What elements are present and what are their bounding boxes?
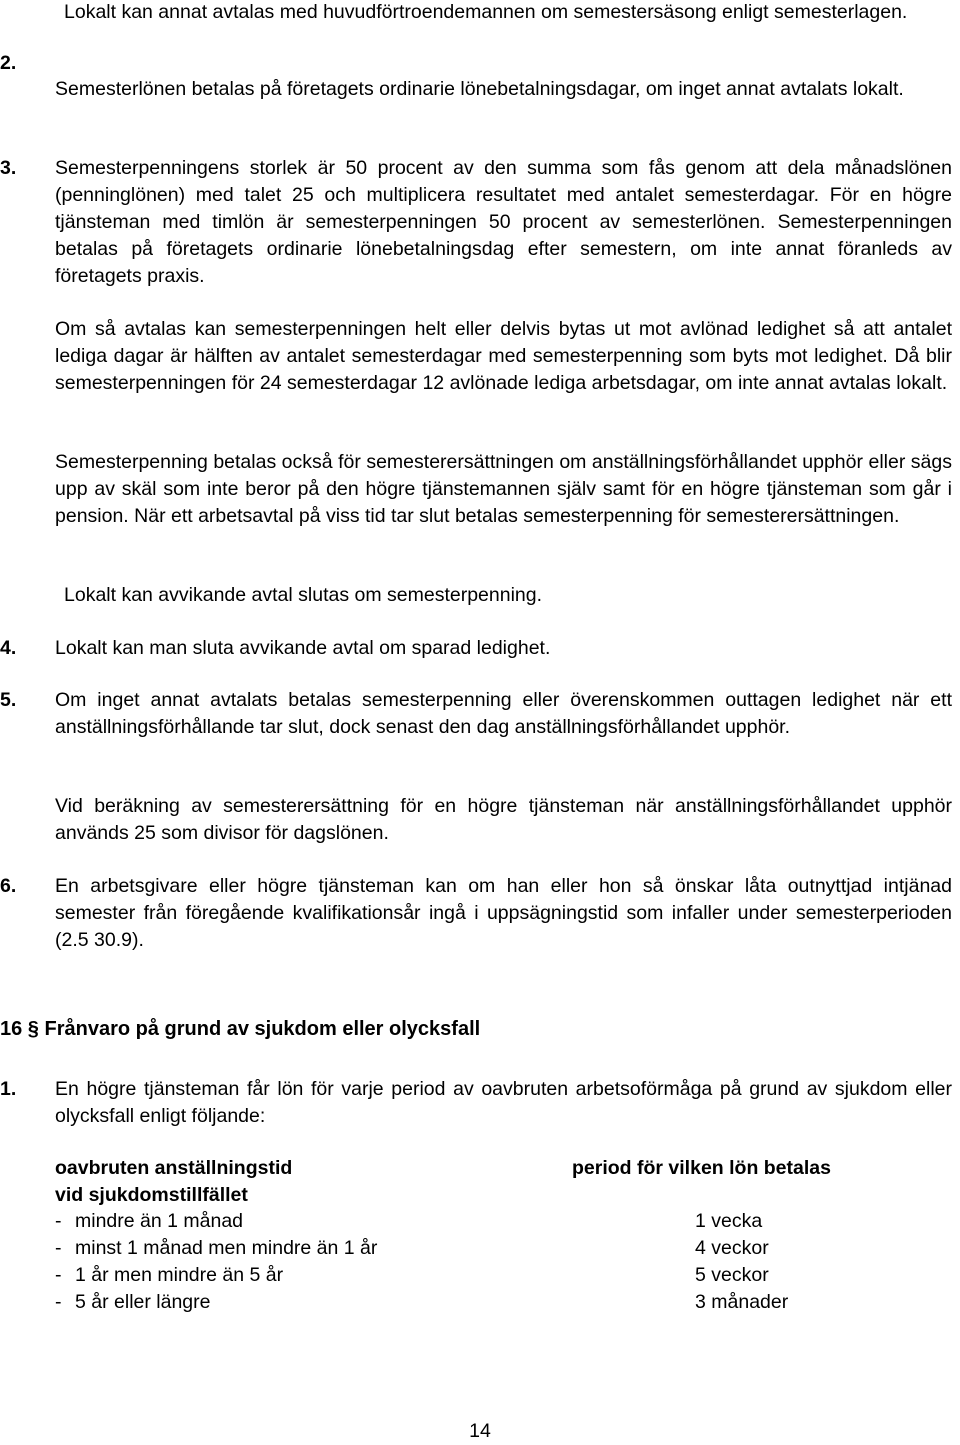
row-tenure: minst 1 månad men mindre än 1 år <box>75 1237 378 1259</box>
item-5-number: 5. <box>0 689 17 711</box>
section-16-item-1-number: 1. <box>0 1078 17 1100</box>
row-dash: - <box>55 1291 62 1313</box>
row-period: 4 veckor <box>695 1237 769 1259</box>
table-header-tenure-line-2: vid sjukdomstillfället <box>55 1184 248 1206</box>
section-16-item-1-text: En högre tjänsteman får lön för varje period av oavbruten arbetsoförmåga på grund av sjukdom eller olycksfall enligt följande: <box>55 1078 952 1127</box>
item-4-number: 4. <box>0 637 17 659</box>
row-dash: - <box>55 1210 62 1232</box>
section-16-heading: 16 § Frånvaro på grund av sjukdom eller olycksfall <box>0 1018 481 1040</box>
table-row <box>55 1235 952 1262</box>
item-4-text: Lokalt kan man sluta avvikande avtal om sparad ledighet. <box>55 637 551 659</box>
row-dash: - <box>55 1264 62 1286</box>
row-dash: - <box>55 1237 62 1259</box>
row-period: 1 vecka <box>695 1210 763 1232</box>
item-6-number: 6. <box>0 875 17 897</box>
item-5-para-2: Vid beräkning av semesterersättning för en högre tjänsteman när anställningsförhållandet upphör används 25 som divisor för dagslönen. <box>55 795 952 844</box>
item-3-local-note: Lokalt kan avvikande avtal slutas om semesterpenning. <box>64 584 543 606</box>
table-row <box>55 1289 952 1316</box>
item-6-text: En arbetsgivare eller högre tjänsteman kan om han eller hon så önskar låta outnyttjad intjänad semester från föregående kvalifikationsår ingå i uppsägningstid som infaller under semesterperioden (2.5 30.9). <box>55 875 952 951</box>
item-5-text: Om inget annat avtalats betalas semesterpenning eller överenskommen outtagen ledighet när ett anställningsförhållande tar slut, dock senast den dag anställningsförhållandet upphör. <box>55 689 952 738</box>
row-tenure: 1 år men mindre än 5 år <box>75 1264 284 1286</box>
intro-note: Lokalt kan annat avtalas med huvudförtroendemannen om semestersäsong enligt semesterlagen. <box>64 1 908 23</box>
row-period: 3 månader <box>695 1291 789 1313</box>
row-tenure: 5 år eller längre <box>75 1291 211 1313</box>
item-2-text: Semesterlönen betalas på företagets ordinarie lönebetalningsdagar, om inget annat avtalats lokalt. <box>55 78 904 100</box>
page-number: 14 <box>469 1420 491 1442</box>
row-tenure: mindre än 1 månad <box>75 1210 244 1232</box>
item-3-text: Semesterpenningens storlek är 50 procent av den summa som fås genom att dela månadslönen (penninglönen) med talet 25 och multiplicera resultatet med antalet semesterdagar. För en högre tjänsteman med timlön är semesterpenningen 50 procent av semesterlönen. Semesterpenningen betalas på företagets ordinarie lönebetalningsdag efter semestern, om inte annat föranleds av företagets praxis. <box>55 157 952 287</box>
item-3-number: 3. <box>0 157 17 179</box>
table-header-tenure-line-1: oavbruten anställningstid <box>55 1157 293 1179</box>
table-row <box>55 1262 952 1289</box>
table-header-tenure <box>55 1155 505 1209</box>
table-header-period: period för vilken lön betalas <box>572 1157 831 1179</box>
row-period: 5 veckor <box>695 1264 769 1286</box>
item-3-para-2: Om så avtalas kan semesterpenningen helt eller delvis bytas ut mot avlönad ledighet så att antalet lediga dagar är hälften av antalet semesterdagar med semesterpenning som byts mot ledighet. Då blir semesterpenningen för 24 semesterdagar 12 avlönade lediga arbetsdagar, om inte annat avtalas lokalt. <box>55 318 952 394</box>
item-3-para-3: Semesterpenning betalas också för semesterersättningen om anställningsförhållandet upphör eller sägs upp av skäl som inte beror på den högre tjänstemannen själv samt för en högre tjänsteman som går i pension. När ett arbetsavtal på viss tid tar slut betalas semesterpenning för semesterersättningen. <box>55 451 952 527</box>
item-2-number: 2. <box>0 52 17 74</box>
table-row <box>55 1208 952 1235</box>
